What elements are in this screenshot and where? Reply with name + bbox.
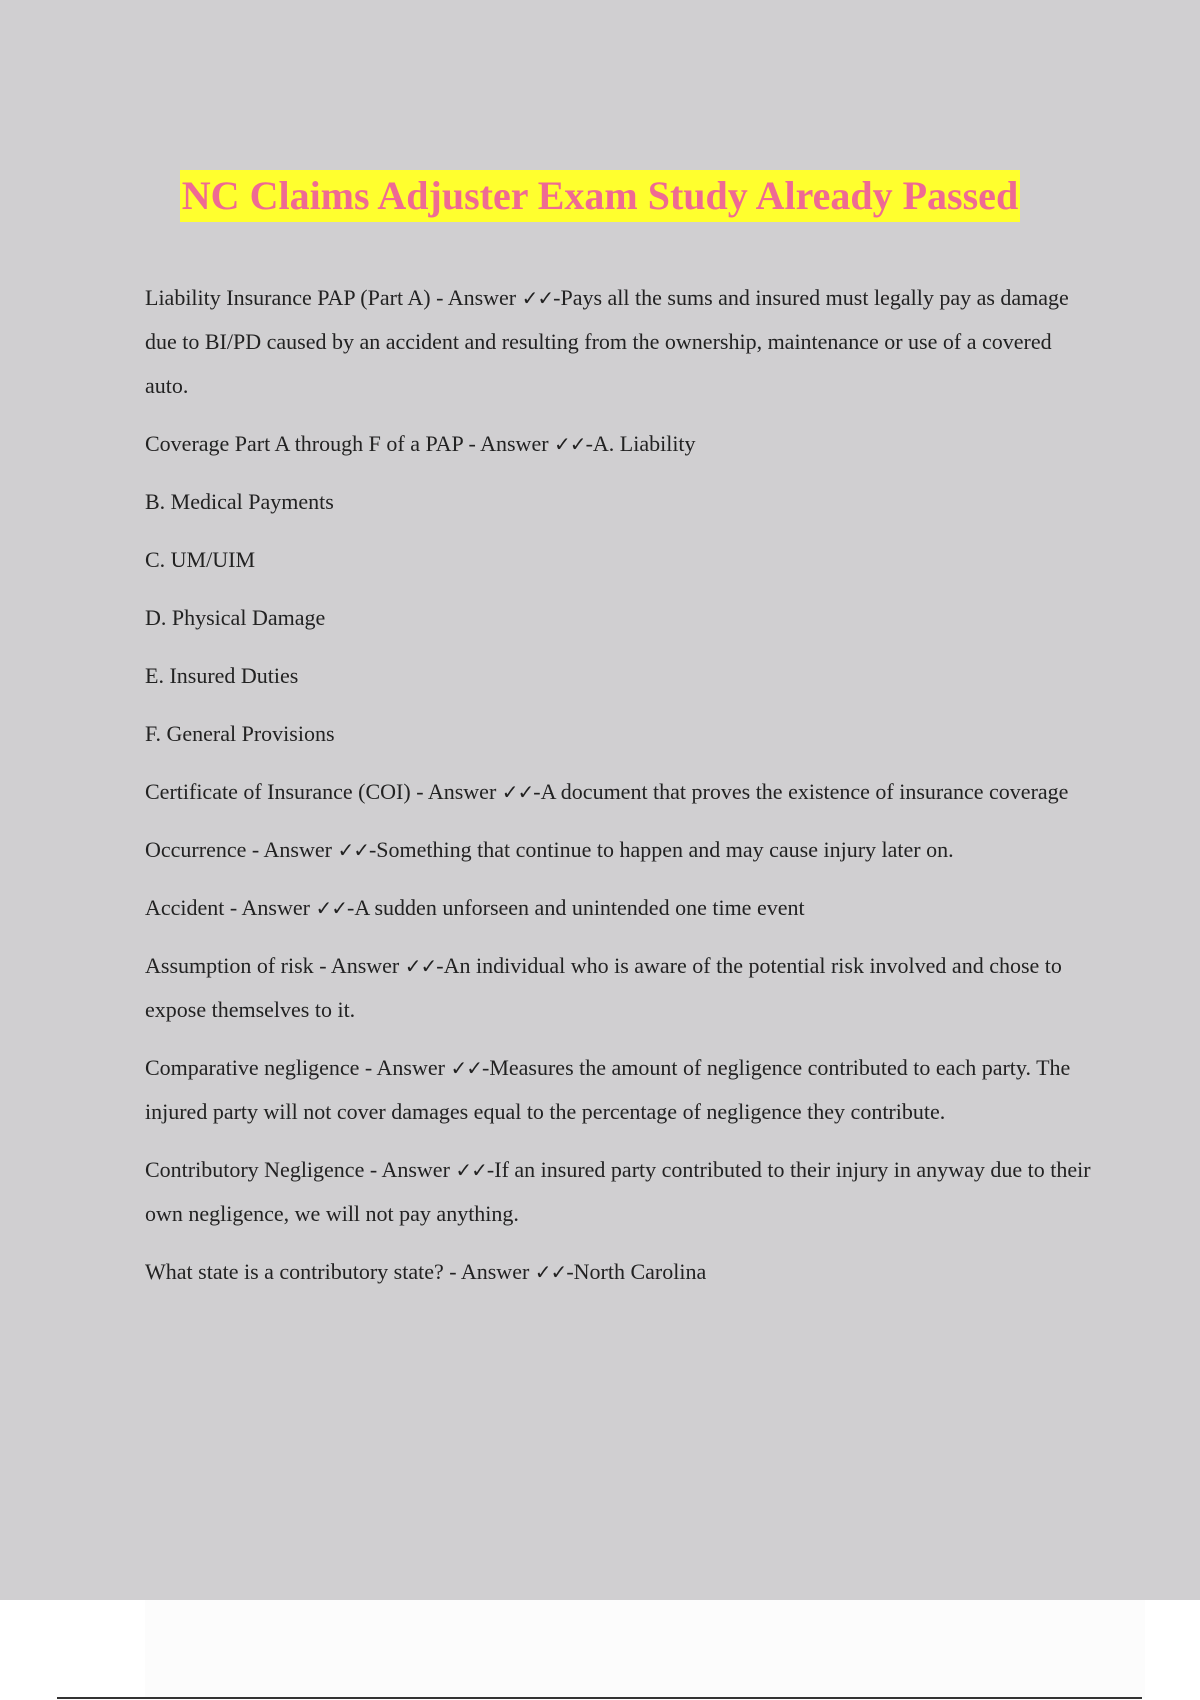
qa-entry: What state is a contributory state? - Answer ✓✓-North Carolina [145, 1259, 707, 1284]
document-title: NC Claims Adjuster Exam Study Already Passed [180, 170, 1020, 222]
title-wrapper [0, 170, 1200, 222]
document-body [145, 276, 1095, 1308]
qa-answer: North Carolina [573, 1259, 707, 1284]
footer-divider [57, 1697, 1142, 1699]
qa-question: Certificate of Insurance (COI) [145, 779, 411, 804]
answer-label: Answer [263, 837, 332, 862]
checkmark-icon: ✓✓ [450, 1056, 482, 1080]
qa-entry: Comparative negligence - Answer ✓✓-Measures the amount of negligence contributed to each party. The injured party will not cover damages equal to the percentage of negligence they contribute. [145, 1055, 1071, 1124]
qa-entry: Liability Insurance PAP (Part A) - Answer ✓✓-Pays all the sums and insured must legally pay as damage due to BI/PD caused by an accident and resulting from the ownership, maintenance or use of a covered auto. [145, 285, 1069, 398]
coverage-part-item: E. Insured Duties [145, 663, 299, 688]
answer-label: Answer [381, 1157, 450, 1182]
qa-question: What state is a contributory state? [145, 1259, 444, 1284]
coverage-part-item: F. General Provisions [145, 721, 335, 746]
coverage-part-item: D. Physical Damage [145, 605, 326, 630]
checkmark-icon: ✓✓ [315, 896, 347, 920]
answer-label: Answer [460, 1259, 530, 1284]
answer-label: Answer [241, 895, 310, 920]
qa-question: Contributory Negligence [145, 1157, 365, 1182]
qa-answer: A document that proves the existence of insurance coverage [540, 779, 1069, 804]
qa-entry: Coverage Part A through F of a PAP - Answer ✓✓-A. Liability [145, 431, 696, 456]
checkmark-icon: ✓✓ [337, 838, 369, 862]
answer-label: Answer [330, 953, 400, 978]
qa-answer: Pays all the sums and insured must legally pay as damage due to BI/PD caused by an accident and resulting from the ownership, maintenance or use of a covered auto. [145, 285, 1069, 398]
qa-question: Accident [145, 895, 225, 920]
qa-question: Liability Insurance PAP (Part A) [145, 285, 431, 310]
qa-question: Occurrence [145, 837, 247, 862]
qa-answer: Measures the amount of negligence contributed to each party. The injured party will not cover damages equal to the percentage of negligence they contribute. [145, 1055, 1071, 1124]
checkmark-icon: ✓✓ [455, 1158, 487, 1182]
qa-answer: Something that continue to happen and may cause injury later on. [376, 837, 954, 862]
qa-answer: An individual who is aware of the potential risk involved and chose to expose themselves to it. [145, 953, 1062, 1022]
checkmark-icon: ✓✓ [521, 286, 554, 310]
qa-entry: Accident - Answer ✓✓-A sudden unforseen and unintended one time event [145, 895, 805, 920]
checkmark-icon: ✓✓ [554, 432, 586, 456]
coverage-part-item: C. UM/UIM [145, 547, 256, 572]
next-page-preview [145, 1600, 1145, 1698]
qa-answer: If an insured party contributed to their injury in anyway due to their own negligence, we will not pay anything. [145, 1157, 1091, 1226]
answer-label: Answer [427, 779, 497, 804]
qa-entry: Assumption of risk - Answer ✓✓-An individual who is aware of the potential risk involved and chose to expose themselves to it. [145, 953, 1062, 1022]
qa-answer: A. Liability [592, 431, 696, 456]
answer-label: Answer [480, 431, 549, 456]
qa-entry: Certificate of Insurance (COI) - Answer ✓✓-A document that proves the existence of insurance coverage [145, 779, 1069, 804]
qa-entry: Contributory Negligence - Answer ✓✓-If an insured party contributed to their injury in anyway due to their own negligence, we will not pay anything. [145, 1157, 1091, 1226]
qa-entry: Occurrence - Answer ✓✓-Something that continue to happen and may cause injury later on. [145, 837, 954, 862]
qa-question: Comparative negligence [145, 1055, 360, 1080]
answer-label: Answer [376, 1055, 445, 1080]
coverage-part-item: B. Medical Payments [145, 489, 334, 514]
checkmark-icon: ✓✓ [501, 780, 534, 804]
qa-answer: A sudden unforseen and unintended one time event [354, 895, 805, 920]
checkmark-icon: ✓✓ [534, 1260, 567, 1284]
qa-question: Assumption of risk [145, 953, 314, 978]
qa-question: Coverage Part A through F of a PAP [145, 431, 463, 456]
answer-label: Answer [447, 285, 517, 310]
checkmark-icon: ✓✓ [404, 954, 437, 978]
